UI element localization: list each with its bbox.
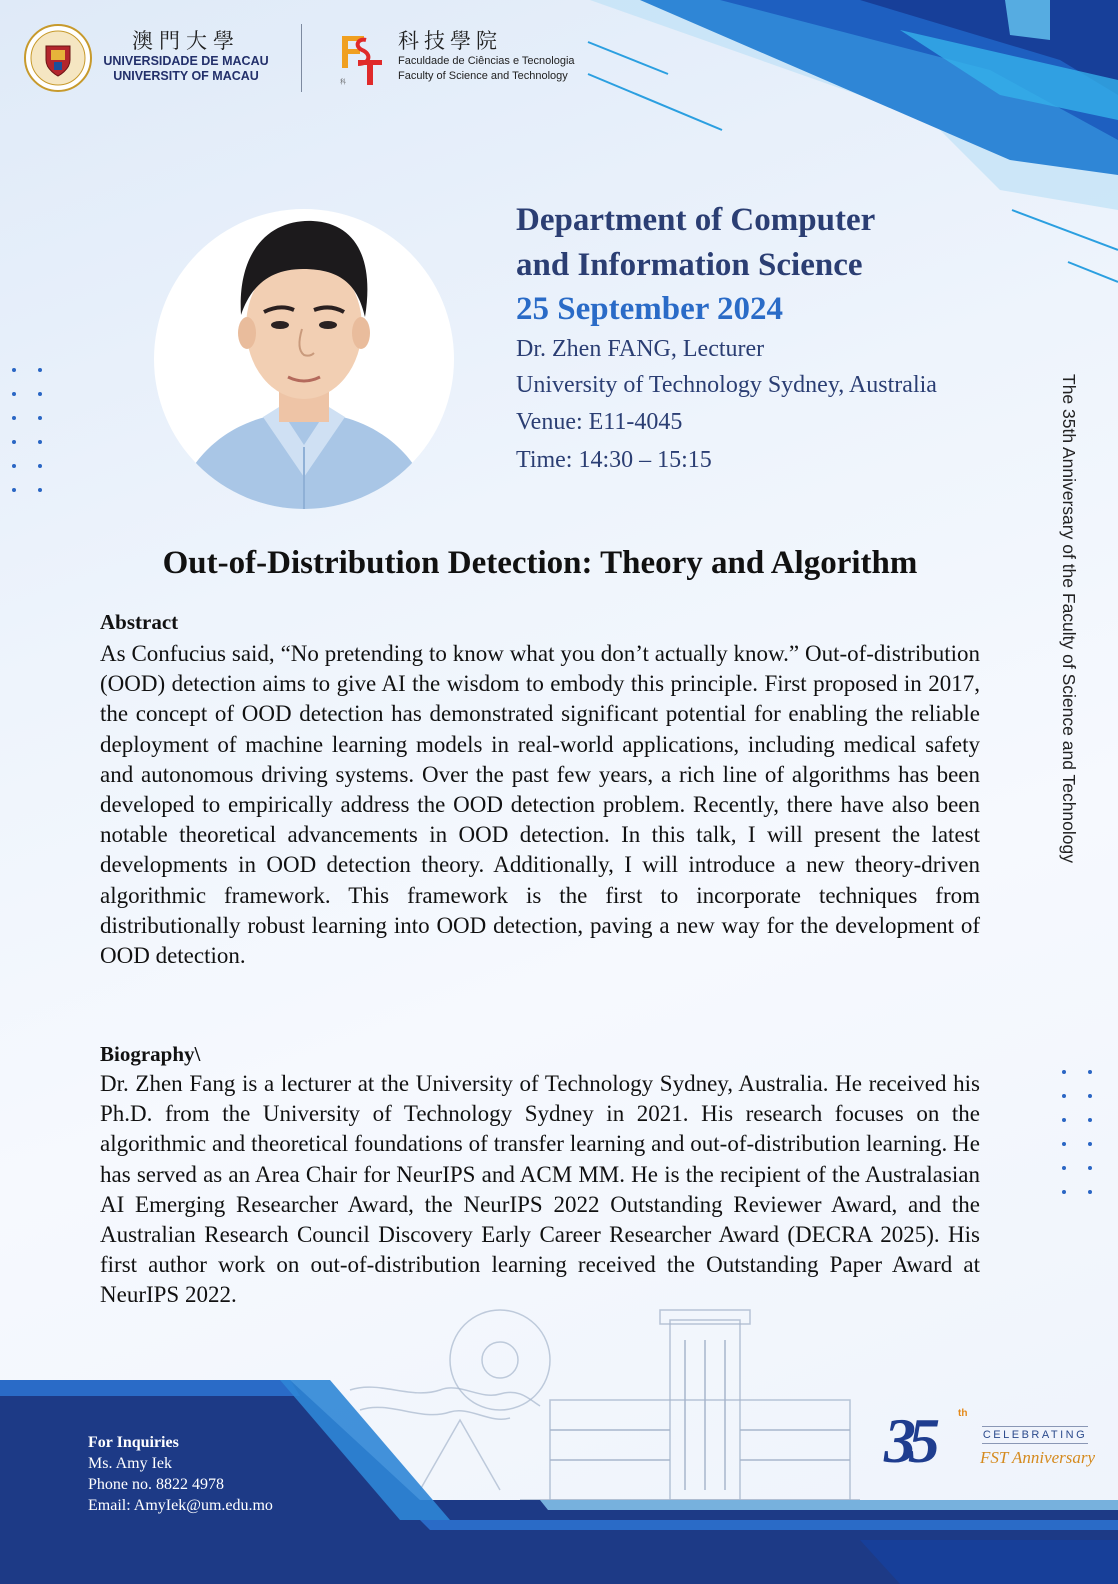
department-line-1: Department of Computer bbox=[516, 202, 876, 238]
anniversary-side-label: The 35th Anniversary of the Faculty of Science and Technology bbox=[1059, 374, 1079, 864]
inquiries-heading: For Inquiries bbox=[88, 1434, 179, 1451]
inquiries-phone: Phone no. 8822 4978 bbox=[88, 1476, 224, 1493]
anniversary-side-text bbox=[1058, 374, 1082, 944]
fst-name-pt: Faculdade de Ciências e Tecnologia bbox=[398, 55, 575, 67]
anniversary-label: FST Anniversary bbox=[980, 1448, 1096, 1467]
svg-text:科: 科 bbox=[340, 79, 347, 86]
anniversary-number: 35 bbox=[884, 1405, 932, 1476]
department-title bbox=[516, 198, 936, 288]
department-line-2: and Information Science bbox=[516, 247, 863, 283]
right-dot-pattern bbox=[1062, 1070, 1092, 1194]
event-date: 25 September 2024 bbox=[516, 291, 784, 327]
speaker-name: Dr. Zhen FANG, Lecturer bbox=[516, 336, 765, 362]
fst-logo-icon bbox=[336, 30, 386, 88]
fst-name-cn: 科技學院 bbox=[398, 29, 502, 53]
um-name-pt: UNIVERSIDADE DE MACAU bbox=[103, 54, 269, 68]
talk-title: Out-of-Distribution Detection: Theory and Algorithm bbox=[162, 545, 918, 581]
abstract-heading: Abstract bbox=[100, 610, 179, 634]
um-name-cn: 澳門大學 bbox=[132, 29, 240, 53]
left-dot-pattern bbox=[12, 368, 42, 492]
fst-name bbox=[398, 28, 575, 84]
inquiries-name: Ms. Amy Iek bbox=[88, 1455, 172, 1472]
header-divider bbox=[301, 24, 302, 92]
inquiries-block bbox=[88, 1432, 273, 1516]
um-name-en: UNIVERSITY OF MACAU bbox=[113, 69, 259, 83]
speaker-photo bbox=[153, 207, 455, 511]
anniversary-celebrating: CELEBRATING bbox=[982, 1426, 1088, 1444]
event-venue: Venue: E11-4045 bbox=[516, 409, 683, 435]
biography-heading: Biography\ bbox=[100, 1042, 201, 1066]
inquiries-email[interactable]: Email: AmyIek@um.edu.mo bbox=[88, 1497, 273, 1514]
abstract-text: As Confucius said, “No pretending to know what you don’t actually know.” Out-of-distribution (OOD) detection aims to give AI the wisdom to embody this principle. First proposed in 2017, the concept of OOD detection has demonstrated significant potential for enabling the reliable deployment of machine learning models in real-world applications, including medical safety and autonomous driving systems. Over the past few years, a rich line of algorithms has been developed to empirically address the OOD detection problem. Recently, there have also been notable theoretical advancements in OOD detection. In this talk, I will present the latest developments in OOD detection theory. Additionally, I will introduce a new theory-driven algorithmic framework. This framework is the first to incorporate techniques from distributionally robust learning into OOD detection, paving a new way for the development of OOD detection. bbox=[100, 641, 980, 969]
um-name bbox=[100, 28, 272, 84]
speaker-affiliation: University of Technology Sydney, Australia bbox=[516, 372, 937, 398]
fst-name-en: Faculty of Science and Technology bbox=[398, 70, 568, 82]
event-time: Time: 14:30 – 15:15 bbox=[516, 447, 712, 473]
um-crest-icon bbox=[24, 24, 92, 92]
anniversary-suffix: th bbox=[958, 1408, 968, 1419]
biography-text: Dr. Zhen Fang is a lecturer at the University of Technology Sydney, Australia. He received his Ph.D. from the University of Technology Sydney in 2021. His research focuses on the algorithmic and theoretical foundations of transfer learning and out-of-distribution learning. He has served as an Area Chair for NeurIPS and ACM MM. He is the recipient of the Australasian AI Emerging Researcher Award, the NeurIPS 2022 Outstanding Reviewer Award, and the Australian Research Council Discovery Early Career Researcher Award (DECRA 2025). His first author work on out-of-distribution learning received the Outstanding Paper Award at NeurIPS 2022. bbox=[100, 1071, 980, 1308]
